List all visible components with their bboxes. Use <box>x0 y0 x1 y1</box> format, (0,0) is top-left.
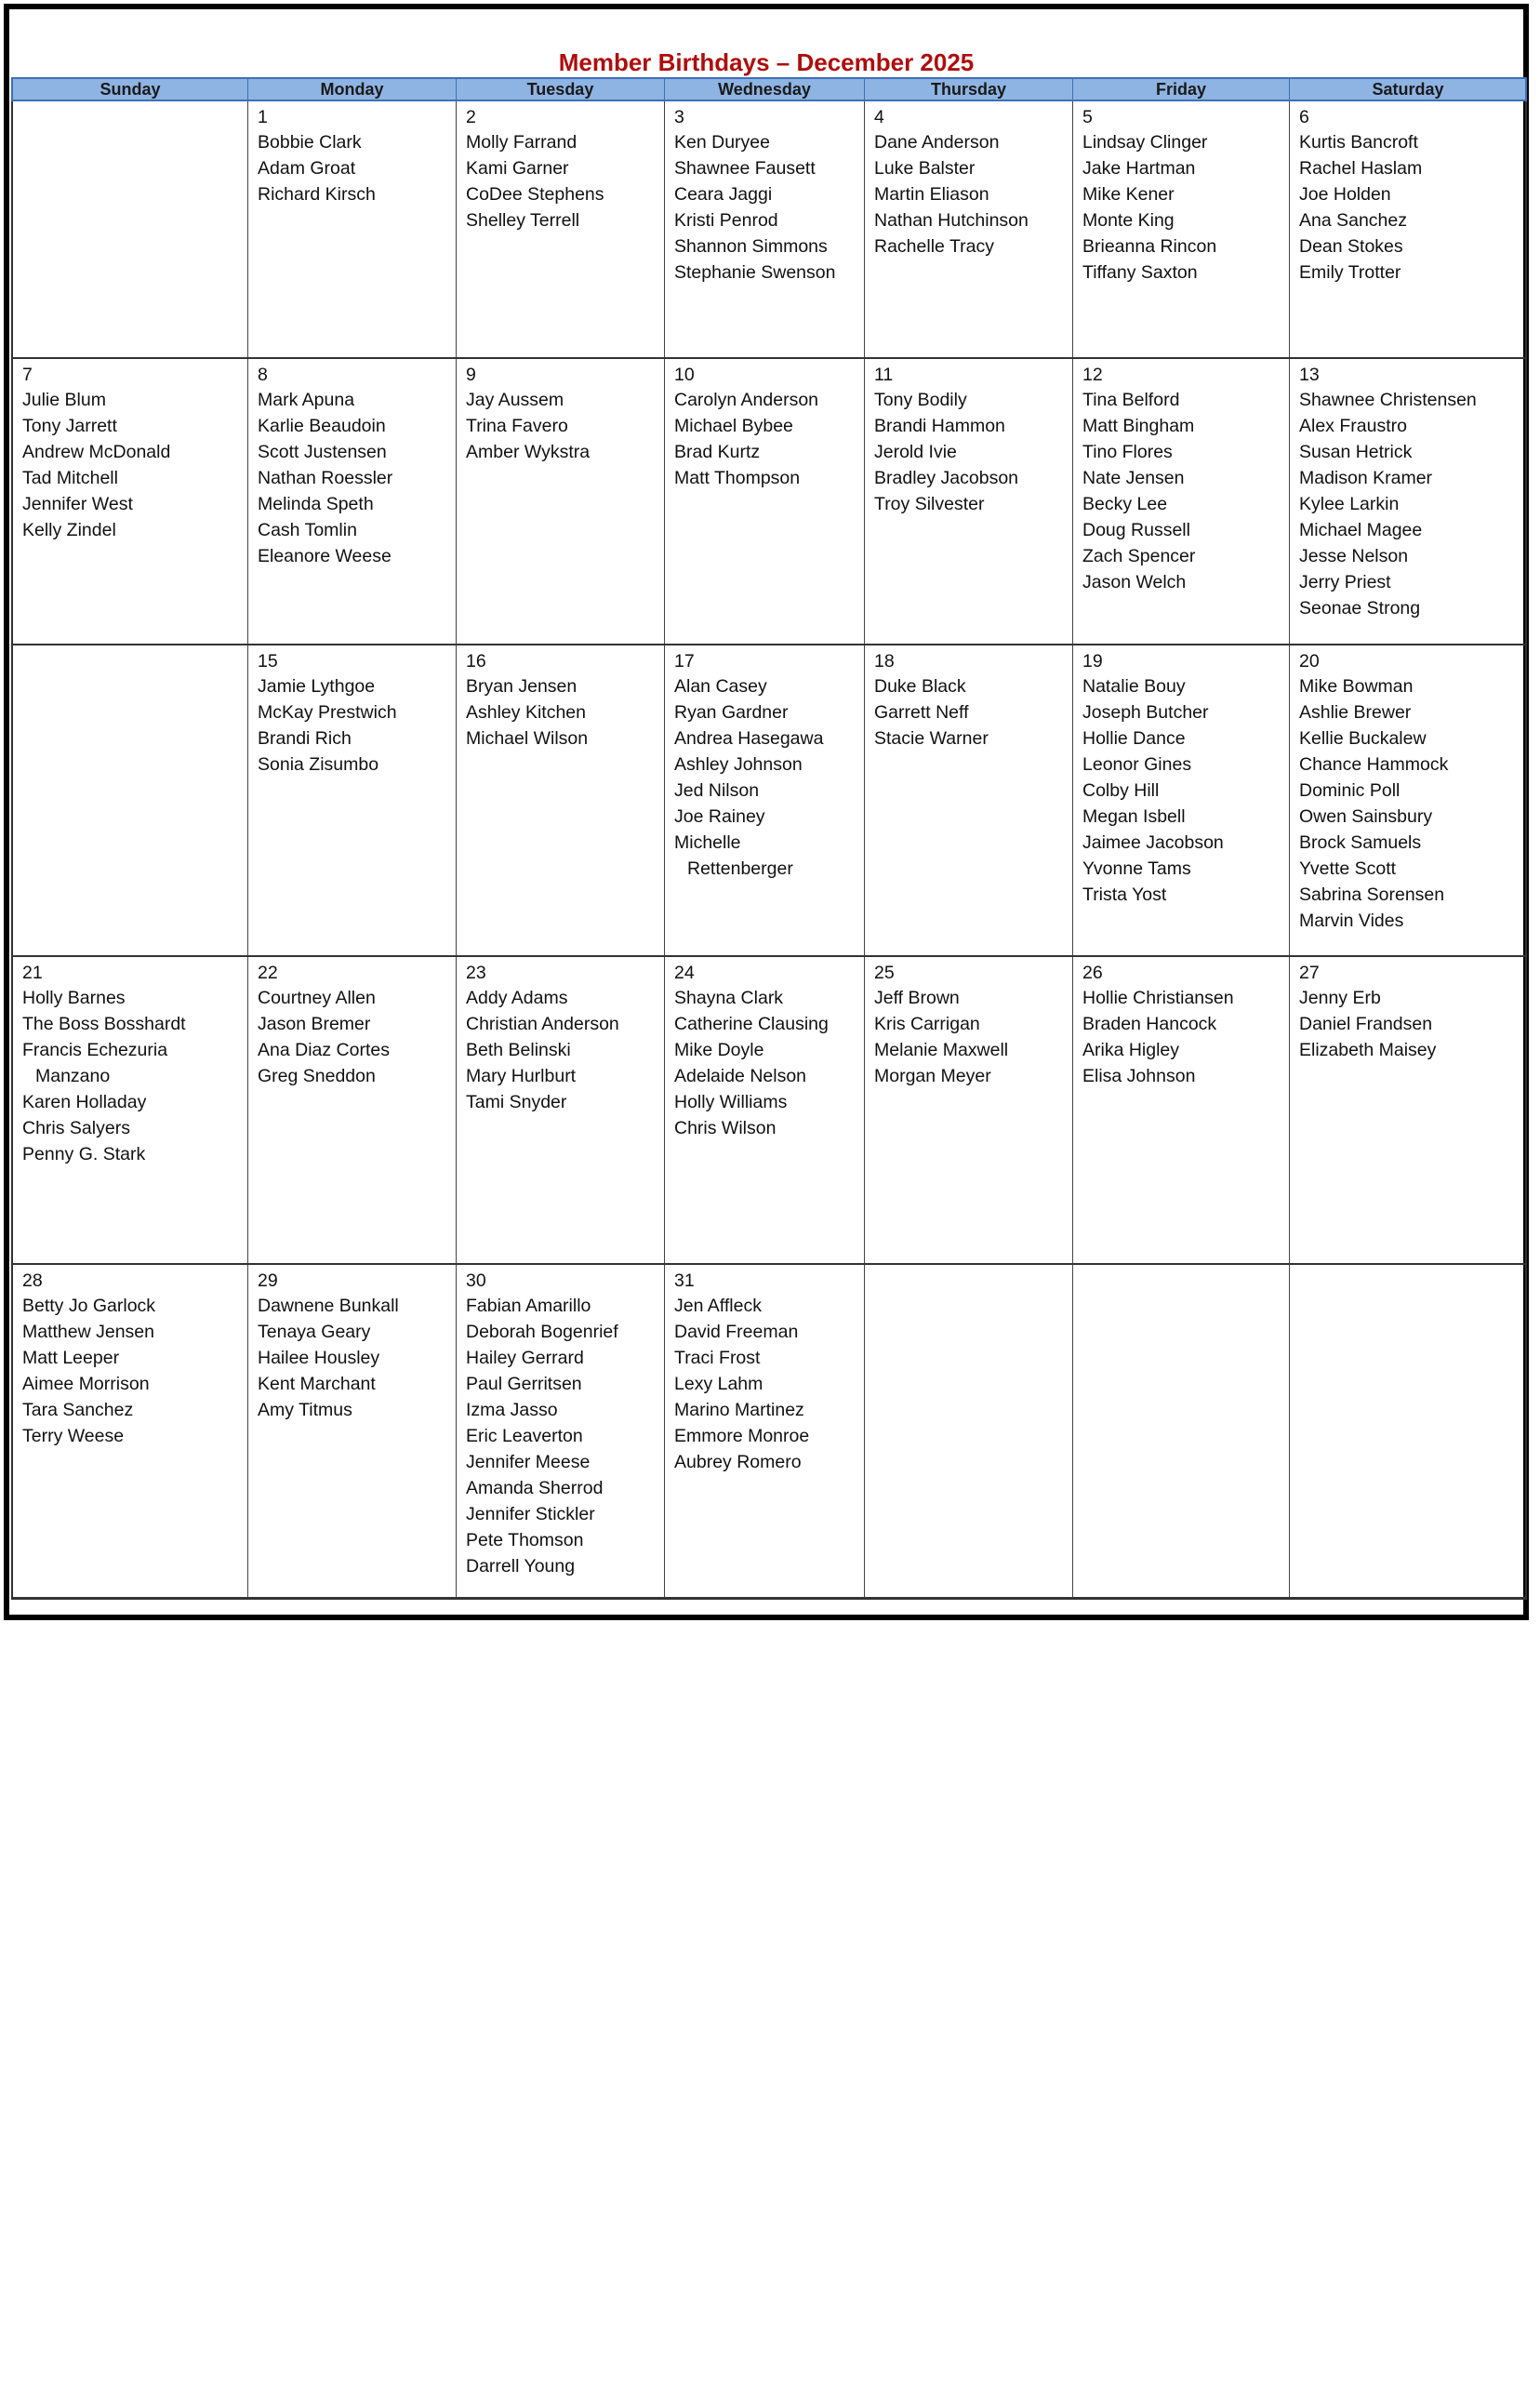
birthday-name: Addy Adams <box>466 988 568 1008</box>
birthday-name: Carolyn Anderson <box>674 390 819 410</box>
birthday-name: Penny G. Stark <box>22 1144 146 1164</box>
birthday-name: Shelley Terrell <box>466 210 580 231</box>
birthday-name: Kylee Larkin <box>1299 494 1400 514</box>
birthday-name: Stephanie Swenson <box>674 262 836 283</box>
birthday-name: Morgan Meyer <box>874 1066 991 1086</box>
birthday-name: Pete Thomson <box>466 1530 584 1550</box>
calendar-week-row <box>13 1265 1525 1600</box>
birthday-name: Colby Hill <box>1082 780 1160 801</box>
day-cell-20 <box>1290 645 1526 955</box>
birthday-name: Tara Sanchez <box>22 1400 134 1420</box>
birthday-name: Tiffany Saxton <box>1082 262 1198 283</box>
day-number: 10 <box>674 365 695 385</box>
day-number: 31 <box>674 1270 695 1291</box>
birthday-name: Sabrina Sorensen <box>1299 885 1445 905</box>
birthday-name: Jason Bremer <box>258 1014 371 1034</box>
birthday-name: Cash Tomlin <box>258 520 357 540</box>
birthday-name: Christian Anderson <box>466 1014 619 1034</box>
birthday-name: Traci Frost <box>674 1348 761 1368</box>
birthday-name: Emmore Monroe <box>674 1426 810 1446</box>
day-cell-1 <box>248 101 457 357</box>
birthday-name: Lexy Lahm <box>674 1374 763 1394</box>
day-number: 18 <box>874 651 895 672</box>
birthday-name: Trina Favero <box>466 416 568 436</box>
birthday-name: Jennifer Meese <box>466 1452 591 1472</box>
birthday-name: Bobbie Clark <box>258 132 362 153</box>
birthday-name: Holly Williams <box>674 1092 788 1112</box>
day-cell-15 <box>248 645 457 955</box>
birthday-name: Troy Silvester <box>874 494 985 514</box>
birthday-name: The Boss Bosshardt <box>22 1014 186 1034</box>
birthday-name: Monte King <box>1082 210 1175 231</box>
birthday-name: Francis Echezuria <box>22 1040 168 1060</box>
day-number: 8 <box>258 365 268 385</box>
birthday-name: Jay Aussem <box>466 390 564 410</box>
weekday-header-sunday: Sunday <box>13 79 248 100</box>
birthday-name: Brad Kurtz <box>674 442 761 462</box>
birthday-name: Holly Barnes <box>22 988 126 1008</box>
birthday-name: Scott Justensen <box>258 442 387 462</box>
birthday-name: Seonae Strong <box>1299 598 1421 619</box>
birthday-name: Hollie Dance <box>1082 728 1186 749</box>
day-number: 27 <box>1299 963 1320 983</box>
weekday-header-tuesday: Tuesday <box>457 79 665 100</box>
day-cell-24 <box>665 957 865 1263</box>
birthday-name: Zach Spencer <box>1082 546 1196 566</box>
empty-day-cell <box>1073 1265 1290 1597</box>
birthday-name: Jennifer West <box>22 494 133 514</box>
birthday-name: Duke Black <box>874 676 966 697</box>
day-cell-16 <box>457 645 665 955</box>
birthday-name: Michael Magee <box>1299 520 1423 540</box>
weekday-header-saturday: Saturday <box>1372 80 1444 99</box>
empty-day-cell <box>13 645 248 955</box>
birthday-name: Tino Flores <box>1082 442 1173 462</box>
day-number: 21 <box>22 963 43 983</box>
birthday-name: Kent Marchant <box>258 1374 376 1394</box>
birthday-name: Paul Gerritsen <box>466 1374 582 1394</box>
birthday-name: Joseph Butcher <box>1082 702 1209 723</box>
birthday-name: Tony Bodily <box>874 390 967 410</box>
birthday-name: Michael Bybee <box>674 416 793 436</box>
birthday-name: Matthew Jensen <box>22 1322 154 1342</box>
day-cell-8 <box>248 359 457 644</box>
birthday-name: Braden Hancock <box>1082 1014 1217 1034</box>
day-number: 30 <box>466 1270 486 1291</box>
birthday-name: Mike Doyle <box>674 1040 764 1060</box>
birthday-name: Mike Kener <box>1082 184 1175 205</box>
birthday-name: Elisa Johnson <box>1082 1066 1196 1086</box>
birthday-name: Doug Russell <box>1082 520 1190 540</box>
birthday-name: Richard Kirsch <box>258 184 376 205</box>
day-number: 3 <box>674 107 684 127</box>
birthday-name: Kristi Penrod <box>674 210 778 231</box>
day-number: 25 <box>874 963 895 983</box>
day-number: 7 <box>22 365 33 385</box>
day-cell-7 <box>13 359 248 644</box>
birthday-name: Eleanore Weese <box>258 546 392 566</box>
birthday-name: Tami Snyder <box>466 1092 567 1112</box>
birthday-name: Yvette Scott <box>1299 858 1397 879</box>
day-cell-29 <box>248 1265 457 1597</box>
day-number: 17 <box>674 651 695 672</box>
day-number: 29 <box>258 1270 278 1291</box>
birthday-name: Manzano <box>35 1066 111 1086</box>
birthday-name: Nathan Roessler <box>258 468 393 488</box>
birthday-name: Tad Mitchell <box>22 468 118 488</box>
birthday-name: Daniel Frandsen <box>1299 1014 1433 1034</box>
birthday-name: Ashley Kitchen <box>466 702 586 723</box>
birthday-name: Courtney Allen <box>258 988 376 1008</box>
birthday-name: David Freeman <box>674 1322 799 1342</box>
birthday-name: Tenaya Geary <box>258 1322 371 1342</box>
birthday-name: Becky Lee <box>1082 494 1168 514</box>
birthday-name: Tina Belford <box>1082 390 1180 410</box>
birthday-name: Yvonne Tams <box>1082 858 1191 879</box>
day-cell-25 <box>865 957 1073 1263</box>
birthday-name: Hailee Housley <box>258 1348 380 1368</box>
birthday-name: Molly Farrand <box>466 132 578 153</box>
birthday-name: Kelly Zindel <box>22 520 116 540</box>
birthday-name: Izma Jasso <box>466 1400 558 1420</box>
day-cell-12 <box>1073 359 1290 644</box>
birthday-name: Andrea Hasegawa <box>674 728 824 749</box>
day-number: 13 <box>1299 365 1320 385</box>
calendar-week-row <box>13 101 1525 359</box>
birthday-name: Julie Blum <box>22 390 106 410</box>
birthday-name: Kurtis Bancroft <box>1299 132 1418 153</box>
birthday-name: Dominic Poll <box>1299 780 1401 801</box>
birthday-name: Aubrey Romero <box>674 1452 802 1472</box>
birthday-name: Bryan Jensen <box>466 676 578 697</box>
birthday-name: Adelaide Nelson <box>674 1066 807 1086</box>
empty-day-cell <box>1290 1265 1526 1597</box>
birthday-name: Marino Martinez <box>674 1400 804 1420</box>
day-number: 24 <box>674 963 695 983</box>
day-cell-13 <box>1290 359 1526 644</box>
day-number: 5 <box>1082 107 1093 127</box>
birthday-name: Ken Duryee <box>674 132 770 153</box>
calendar-week-row <box>13 957 1525 1265</box>
birthday-name: Catherine Clausing <box>674 1014 829 1034</box>
day-cell-17 <box>665 645 865 955</box>
birthday-name: Ashlie Brewer <box>1299 702 1412 723</box>
day-cell-18 <box>865 645 1073 955</box>
birthday-name: Shannon Simmons <box>674 236 828 257</box>
birthday-name: Hollie Christiansen <box>1082 988 1234 1008</box>
birthday-name: Elizabeth Maisey <box>1299 1040 1437 1060</box>
birthday-name: Ceara Jaggi <box>674 184 773 205</box>
birthday-name: Rachel Haslam <box>1299 158 1423 179</box>
weekday-header-thursday: Thursday <box>865 79 1073 100</box>
day-number: 12 <box>1082 365 1103 385</box>
calendar-week-row <box>13 645 1525 957</box>
birthday-name: Stacie Warner <box>874 728 989 749</box>
day-cell-23 <box>457 957 665 1263</box>
birthday-name: Owen Sainsbury <box>1299 806 1433 827</box>
birthday-name: Ana Diaz Cortes <box>258 1040 390 1060</box>
birthday-name: Karen Holladay <box>22 1092 147 1112</box>
birthday-name: Dawnene Bunkall <box>258 1296 399 1316</box>
birthday-name: Shawnee Fausett <box>674 158 816 179</box>
birthday-name: Joe Holden <box>1299 184 1391 205</box>
birthday-name: Aimee Morrison <box>22 1374 150 1394</box>
day-number: 2 <box>466 107 476 127</box>
day-cell-30 <box>457 1265 665 1597</box>
birthday-name: Sonia Zisumbo <box>258 754 379 775</box>
day-number: 11 <box>874 365 894 385</box>
birthday-name: McKay Prestwich <box>258 702 397 723</box>
day-cell-4 <box>865 101 1073 357</box>
birthday-name: Ryan Gardner <box>674 702 789 723</box>
birthday-name: Jenny Erb <box>1299 988 1381 1008</box>
birthday-name: Jamie Lythgoe <box>258 676 376 697</box>
day-number: 1 <box>258 107 268 127</box>
birthday-name: Marvin Vides <box>1299 911 1404 931</box>
birthday-name: Kami Garner <box>466 158 569 179</box>
birthday-name: Jason Welch <box>1082 572 1187 592</box>
birthday-name: Fabian Amarillo <box>466 1296 591 1316</box>
day-cell-26 <box>1073 957 1290 1263</box>
birthday-name: Amber Wykstra <box>466 442 591 462</box>
birthday-name: Jed Nilson <box>674 780 760 801</box>
birthday-name: Madison Kramer <box>1299 468 1433 488</box>
birthday-name: Kellie Buckalew <box>1299 728 1427 749</box>
birthday-name: Nathan Hutchinson <box>874 210 1029 231</box>
day-number: 22 <box>258 963 278 983</box>
empty-day-cell <box>13 101 248 357</box>
day-number: 23 <box>466 963 486 983</box>
birthday-name: Greg Sneddon <box>258 1066 376 1086</box>
birthday-name: Jen Affleck <box>674 1296 762 1316</box>
day-number: 28 <box>22 1270 43 1291</box>
birthday-name: Natalie Bouy <box>1082 676 1186 697</box>
birthday-name: Chris Wilson <box>674 1118 777 1138</box>
day-number: 19 <box>1082 651 1103 672</box>
weekday-header-friday: Friday <box>1073 79 1290 100</box>
birthday-name: Eric Leaverton <box>466 1426 583 1446</box>
birthday-name: Rachelle Tracy <box>874 236 994 257</box>
birthday-name: Lindsay Clinger <box>1082 132 1208 153</box>
birthday-name: Emily Trotter <box>1299 262 1401 283</box>
birthday-name: Joe Rainey <box>674 806 765 827</box>
birthday-name: Brieanna Rincon <box>1082 236 1217 257</box>
birthday-name: Brandi Hammon <box>874 416 1005 436</box>
empty-day-cell <box>865 1265 1073 1597</box>
day-cell-28 <box>13 1265 248 1597</box>
birthday-name: Michael Wilson <box>466 728 589 749</box>
day-number: 6 <box>1299 107 1309 127</box>
birthday-name: Adam Groat <box>258 158 356 179</box>
calendar-title: Member Birthdays – December 2025 <box>558 48 975 76</box>
day-number: 9 <box>466 365 476 385</box>
birthday-name: Susan Hetrick <box>1299 442 1413 462</box>
day-cell-6 <box>1290 101 1526 357</box>
birthday-name: Brock Samuels <box>1299 832 1422 853</box>
birthday-name: Alex Fraustro <box>1299 416 1407 436</box>
day-cell-11 <box>865 359 1073 644</box>
birthday-name: Jake Hartman <box>1082 158 1196 179</box>
birthday-name: Ana Sanchez <box>1299 210 1408 231</box>
birthday-name: Megan Isbell <box>1082 806 1186 827</box>
birthday-name: Jerold Ivie <box>874 442 957 462</box>
birthday-name: Matt Leeper <box>22 1348 120 1368</box>
birthday-name: Martin Eliason <box>874 184 989 205</box>
birthday-name: Shayna Clark <box>674 988 784 1008</box>
day-number: 20 <box>1299 651 1320 672</box>
birthday-name: Beth Belinski <box>466 1040 571 1060</box>
birthday-name: Amy Titmus <box>258 1400 352 1420</box>
day-cell-9 <box>457 359 665 644</box>
birthday-name: Melanie Maxwell <box>874 1040 1009 1060</box>
birthday-name: Alan Casey <box>674 676 767 697</box>
birthday-name: Garrett Neff <box>874 702 969 723</box>
birthday-name: Darrell Young <box>466 1556 576 1576</box>
birthday-name: Amanda Sherrod <box>466 1478 604 1498</box>
birthday-name: Melinda Speth <box>258 494 374 514</box>
day-cell-5 <box>1073 101 1290 357</box>
calendar-weeks <box>11 101 1527 1600</box>
birthday-name: Tony Jarrett <box>22 416 117 436</box>
calendar-grid <box>11 77 1527 1621</box>
birthday-name: Jesse Nelson <box>1299 546 1409 566</box>
birthday-name: Mark Apuna <box>258 390 355 410</box>
birthday-name: Arika Higley <box>1082 1040 1180 1060</box>
day-number: 4 <box>874 107 884 127</box>
birthday-name: Jaimee Jacobson <box>1082 832 1224 853</box>
weekday-header-row <box>11 77 1527 101</box>
birthday-name: Jennifer Stickler <box>466 1504 595 1524</box>
birthday-name: Jeff Brown <box>874 988 960 1008</box>
birthday-name: Chance Hammock <box>1299 754 1449 775</box>
weekday-header-monday: Monday <box>248 79 457 100</box>
birthday-name: Chris Salyers <box>22 1118 130 1138</box>
birthday-name: Matt Thompson <box>674 468 801 488</box>
day-cell-31 <box>665 1265 865 1597</box>
birthday-name: Hailey Gerrard <box>466 1348 584 1368</box>
day-cell-22 <box>248 957 457 1263</box>
birthday-name: Kris Carrigan <box>874 1014 980 1034</box>
birthday-name: Bradley Jacobson <box>874 468 1019 488</box>
day-cell-2 <box>457 101 665 357</box>
birthday-name: Terry Weese <box>22 1426 125 1446</box>
birthday-name: Andrew McDonald <box>22 442 171 462</box>
birthday-name: Rettenberger <box>687 858 793 879</box>
calendar-week-row <box>13 359 1525 645</box>
birthday-name: Dane Anderson <box>874 132 1000 153</box>
birthday-name: Leonor Gines <box>1082 754 1192 775</box>
birthday-name: Betty Jo Garlock <box>22 1296 156 1316</box>
day-number: 15 <box>258 651 278 672</box>
weekday-header-wednesday: Wednesday <box>665 79 865 100</box>
birthday-name: Ashley Johnson <box>674 754 803 775</box>
day-number: 26 <box>1082 963 1103 983</box>
day-number: 16 <box>466 651 486 672</box>
day-cell-19 <box>1073 645 1290 955</box>
birthday-name: Shawnee Christensen <box>1299 390 1477 410</box>
birthday-name: CoDee Stephens <box>466 184 604 205</box>
birthday-name: Mary Hurlburt <box>466 1066 577 1086</box>
day-cell-10 <box>665 359 865 644</box>
day-cell-3 <box>665 101 865 357</box>
day-cell-27 <box>1290 957 1526 1263</box>
day-cell-21 <box>13 957 248 1263</box>
birthday-name: Matt Bingham <box>1082 416 1195 436</box>
birthday-name: Michelle <box>674 832 741 853</box>
birthday-name: Deborah Bogenrief <box>466 1322 618 1342</box>
birthday-name: Mike Bowman <box>1299 676 1414 697</box>
birthday-name: Dean Stokes <box>1299 236 1403 257</box>
birthday-name: Trista Yost <box>1082 885 1167 905</box>
birthday-name: Luke Balster <box>874 158 976 179</box>
birthday-name: Brandi Rich <box>258 728 352 749</box>
birthday-name: Jerry Priest <box>1299 572 1391 592</box>
birthday-name: Karlie Beaudoin <box>258 416 386 436</box>
birthday-name: Nate Jensen <box>1082 468 1185 488</box>
